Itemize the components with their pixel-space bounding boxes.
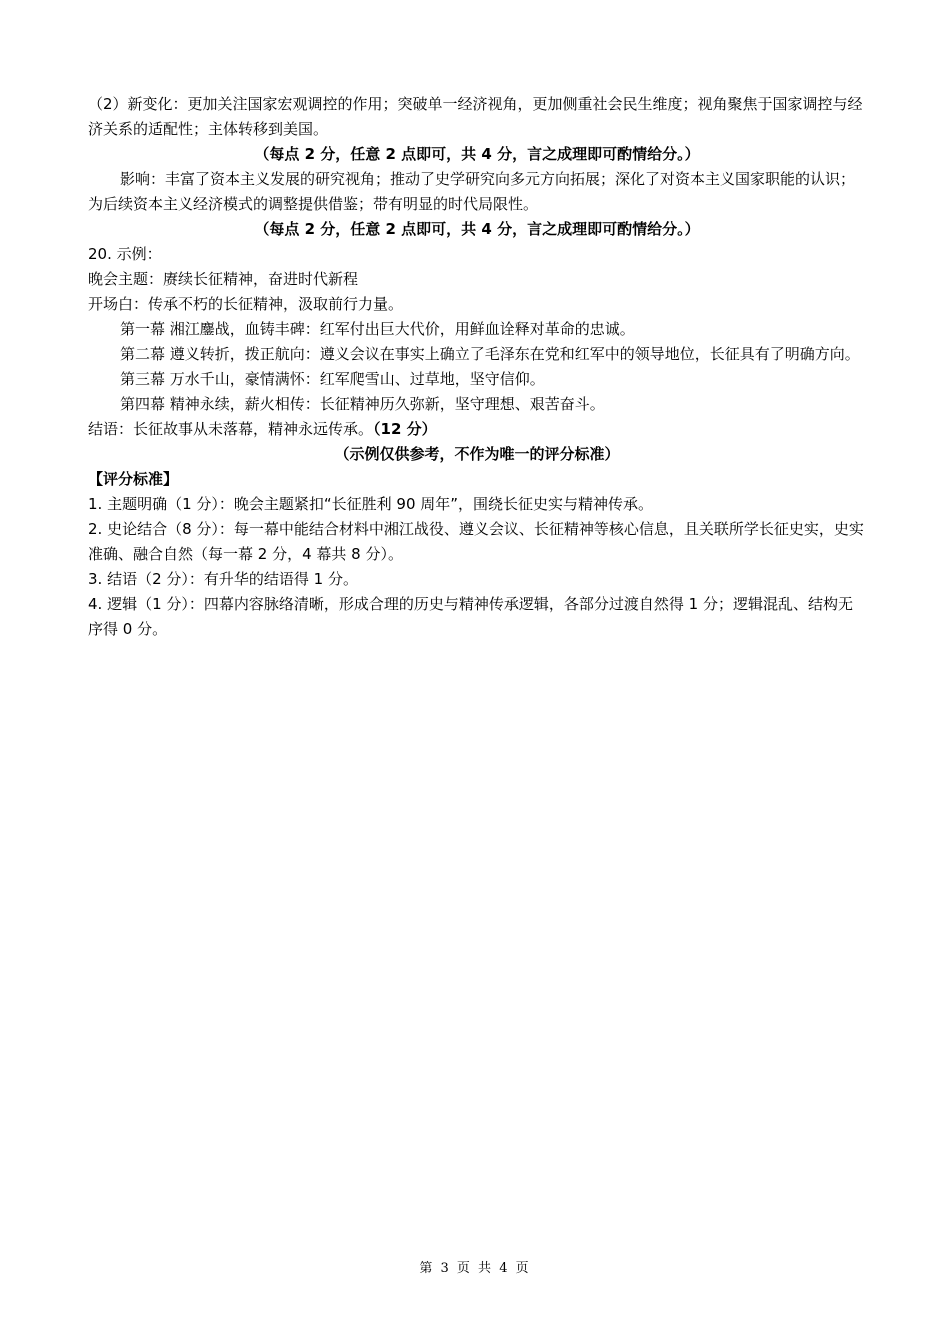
q20-act4: 第四幕 精神永续，薪火相传：长征精神历久弥新，坚守理想、艰苦奋斗。 <box>120 395 605 413</box>
q20-act3: 第三幕 万水千山，豪情满怀：红军爬雪山、过草地，坚守信仰。 <box>120 370 545 388</box>
criteria-heading: 【评分标准】 <box>88 470 179 488</box>
criteria-item-1: 1. 主题明确（1 分）：晚会主题紧扣“长征胜利 90 周年”，围绕长征史实与精神传承。 <box>88 495 654 513</box>
q19-impact: 影响：丰富了资本主义发展的研究视角；推动了史学研究向多元方向拓展；深化了对资本主义国家职能的认识；为后续资本主义经济模式的调整提供借鉴；带有明显的时代局限性。 <box>88 170 856 213</box>
q19-new-changes: （2）新变化：更加关注国家宏观调控的作用；突破单一经济视角，更加侧重社会民生维度；视角聚焦于国家调控与经济关系的适配性；主体转移到美国。 <box>88 95 863 138</box>
page-footer: 第 3 页 共 4 页 <box>419 1261 531 1276</box>
q20-act2: 第二幕 遵义转折，拨正航向：遵义会议在事实上确立了毛泽东在党和红军中的领导地位，长征具有了明确方向。 <box>120 345 860 363</box>
q20-heading: 20. 示例： <box>88 245 162 263</box>
criteria-item-2: 2. 史论结合（8 分）：每一幕中能结合材料中湘江战役、遵义会议、长征精神等核心信息，且关联所学长征史实，史实准确、融合自然（每一幕 2 分，4 幕共 8 分）。 <box>88 520 864 563</box>
q20-closing-text: 结语：长征故事从未落幕，精神永远传承。 <box>88 420 374 438</box>
q20-theme: 晚会主题：赓续长征精神，奋进时代新程 <box>88 270 359 288</box>
q20-act1: 第一幕 湘江鏖战，血铸丰碑：红军付出巨大代价，用鲜血诠释对革命的忠诚。 <box>120 320 635 338</box>
document-body <box>88 92 866 642</box>
q19-scoring-note-1: （每点 2 分，任意 2 点即可，共 4 分，言之成理即可酌情给分。） <box>254 145 700 163</box>
q19-scoring-note-2: （每点 2 分，任意 2 点即可，共 4 分，言之成理即可酌情给分。） <box>254 220 700 238</box>
q20-example-note: （示例仅供参考，不作为唯一的评分标准） <box>334 445 620 463</box>
criteria-item-4: 4. 逻辑（1 分）：四幕内容脉络清晰，形成合理的历史与精神传承逻辑，各部分过渡自然得 1 分；逻辑混乱、结构无序得 0 分。 <box>88 595 853 638</box>
q20-closing <box>88 417 866 442</box>
q20-opening: 开场白：传承不朽的长征精神，汲取前行力量。 <box>88 295 404 313</box>
q20-closing-score: （12 分） <box>373 420 437 438</box>
criteria-item-3: 3. 结语（2 分）：有升华的结语得 1 分。 <box>88 570 358 588</box>
